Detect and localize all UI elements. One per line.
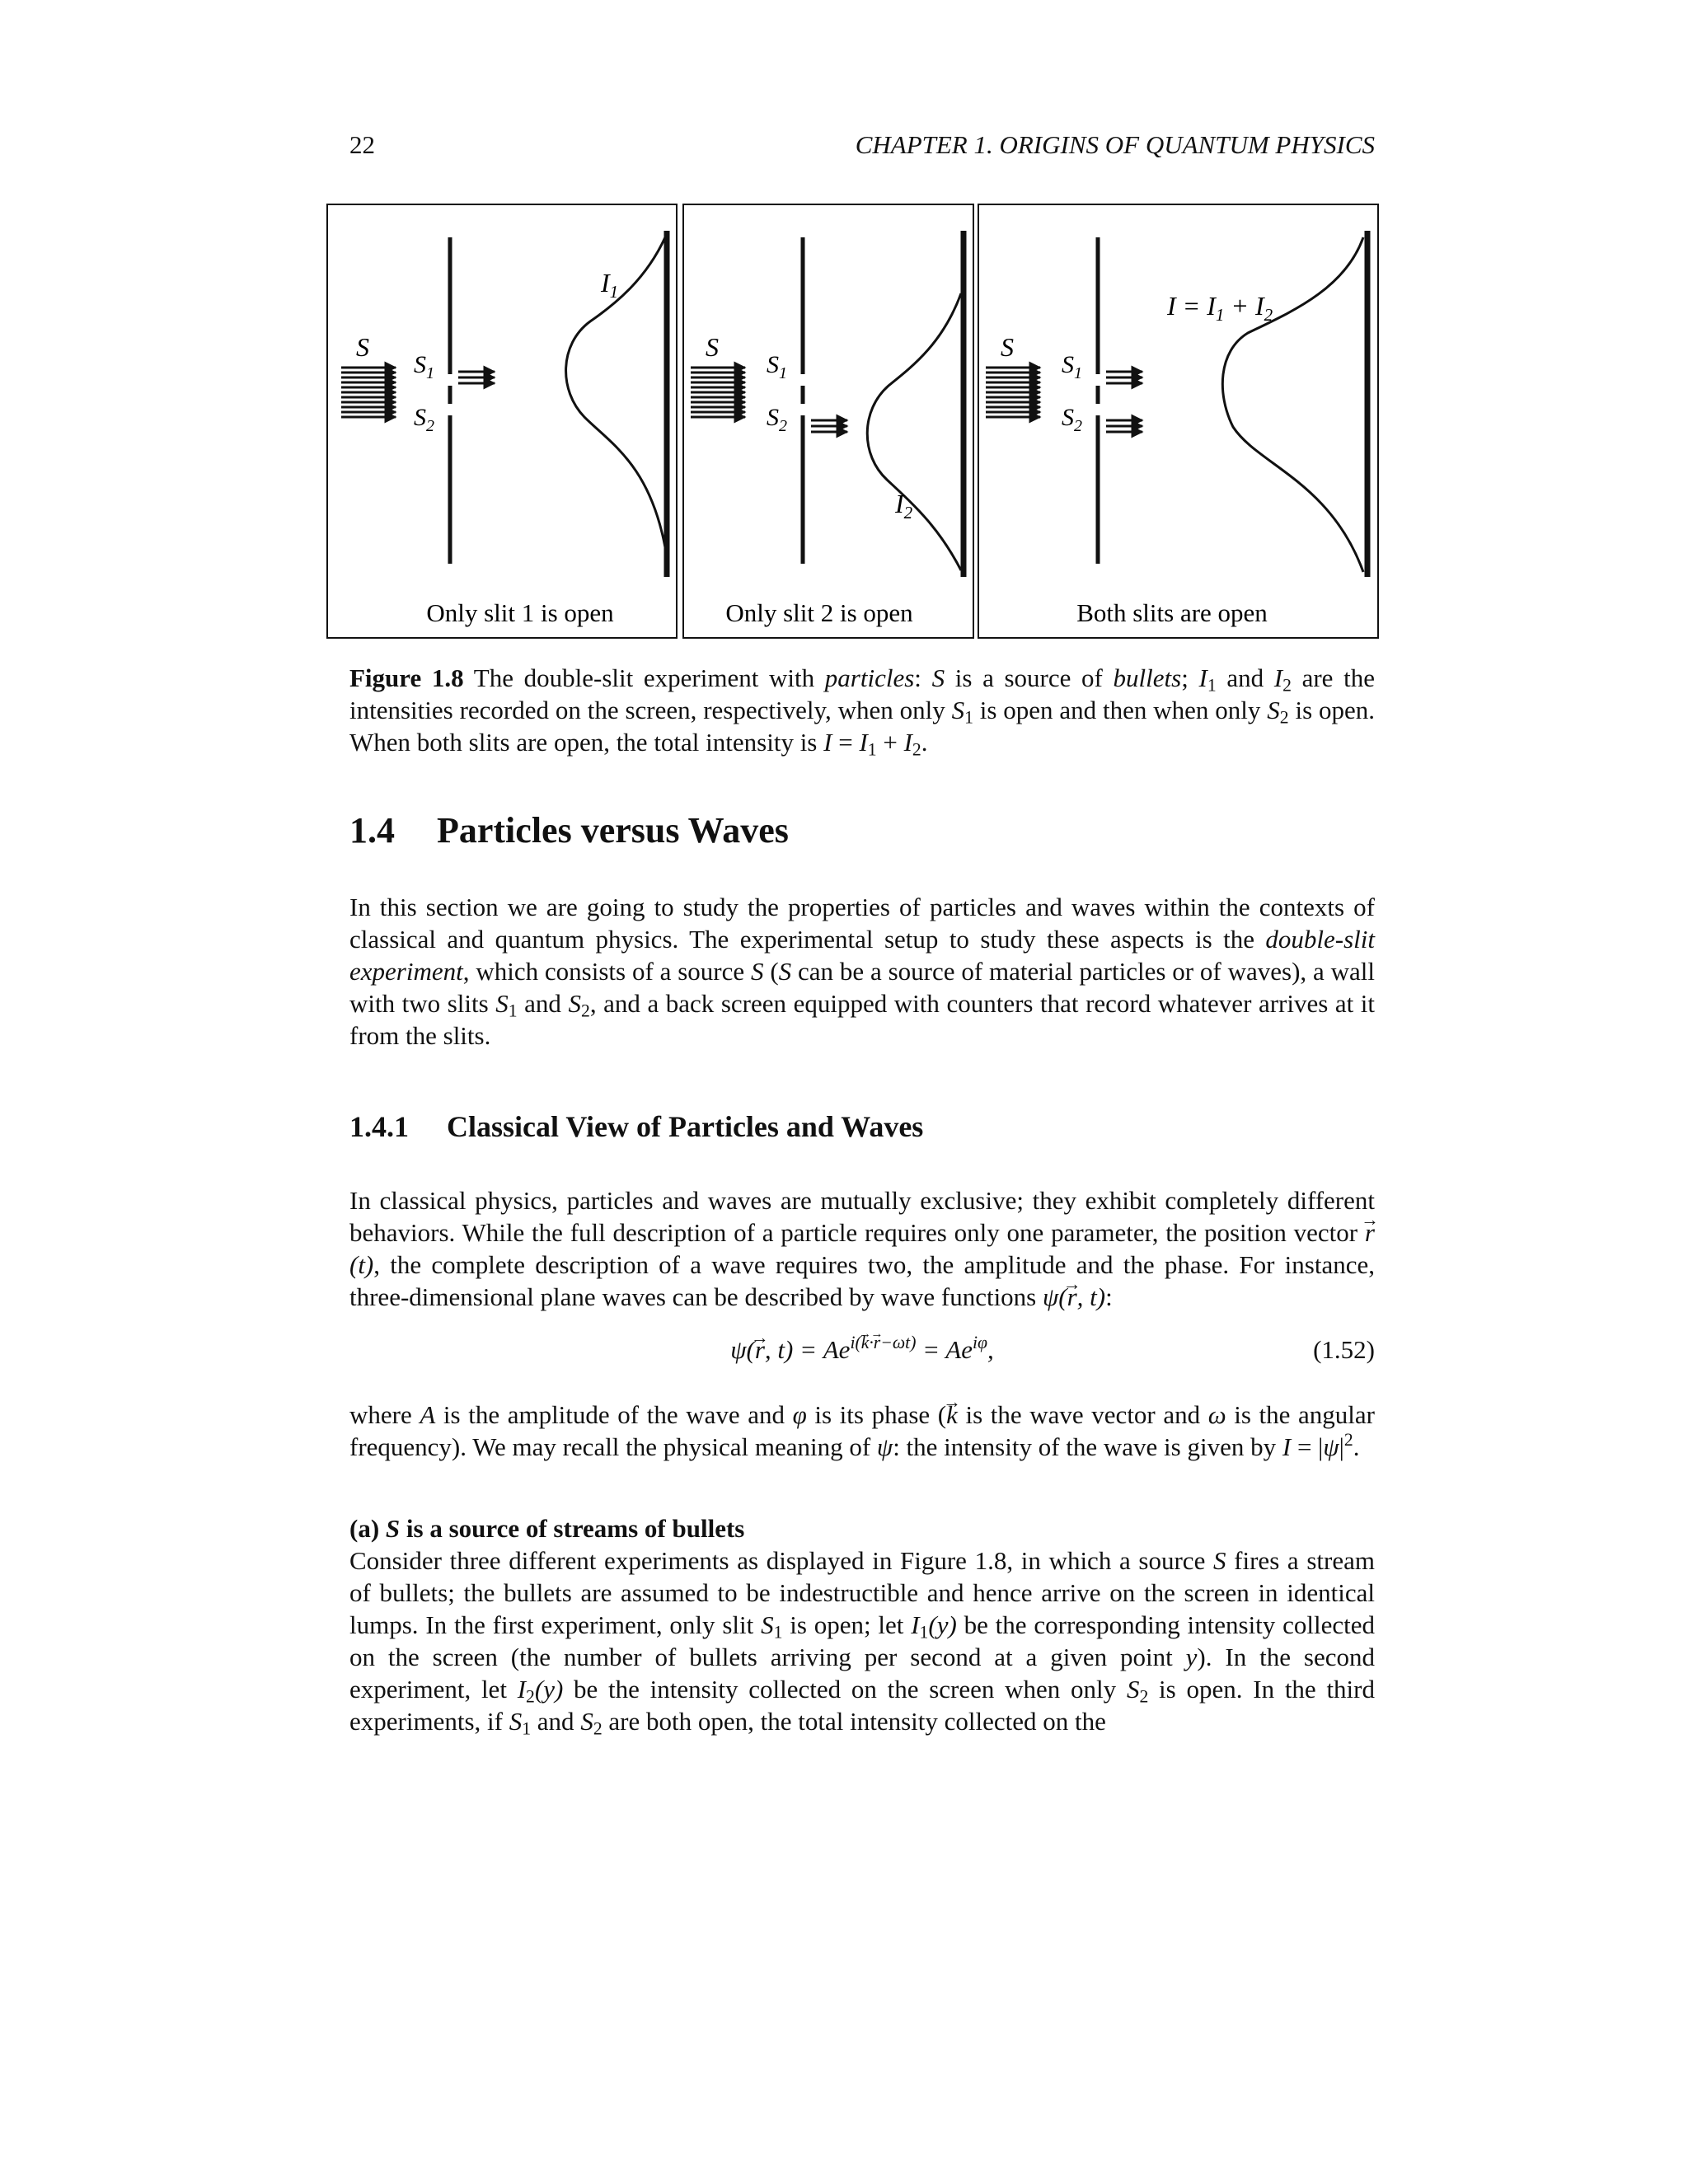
paragraph-text: 1 — [522, 1718, 532, 1739]
paragraph-text: 1 — [919, 1622, 929, 1643]
vector-symbol: → r — [755, 1329, 765, 1371]
equation-number: (1.52) — [1313, 1335, 1375, 1364]
bullets-exit-slit1 — [1106, 372, 1142, 383]
paragraph-text: 2 — [581, 1001, 590, 1021]
paragraph-text: 2 — [593, 1718, 603, 1739]
paragraph-text: 2 — [526, 1686, 535, 1707]
caption-text: The double-slit experiment with — [463, 663, 825, 692]
paragraph-text: y — [1185, 1643, 1198, 1671]
subsection-heading — [349, 1108, 1375, 1146]
paragraph-text: is open. In the third experiments, if — [349, 1675, 1375, 1736]
paragraph-text: , which consists of a source — [462, 957, 751, 986]
caption-text: 1 — [964, 707, 973, 728]
paragraph-text: 1 — [773, 1622, 783, 1643]
caption-text: . — [921, 728, 928, 757]
equation-part: −ωt) — [880, 1333, 917, 1353]
paragraph-text: ). In the second experiment, let — [349, 1643, 1375, 1704]
paragraph-text: S — [761, 1610, 774, 1639]
slit2-label: $S_2$ — [1062, 404, 1082, 435]
equation-exponent: iφ — [972, 1333, 988, 1353]
source-bullet-stream — [986, 368, 1040, 417]
caption-text: 1 — [1207, 675, 1217, 696]
equation-body — [349, 1329, 1375, 1371]
panel-slit2-open — [683, 204, 973, 638]
equation-part: i( — [850, 1333, 861, 1353]
paragraph-text: ( — [763, 957, 779, 986]
caption-text: I — [859, 728, 868, 757]
slit1-label: $S_1$ — [414, 351, 434, 382]
chapter-title: CHAPTER 1. ORIGINS OF QUANTUM PHYSICS — [855, 130, 1375, 159]
paragraph-text: 2 — [1139, 1686, 1149, 1707]
paragraph-text: 1 — [508, 1001, 518, 1021]
panel-caption: Only slit 2 is open — [725, 598, 913, 627]
caption-text: I — [823, 728, 832, 757]
paragraph-text: can be a source of material particles or of waves), a wall with two slits — [349, 957, 1375, 1018]
bullets-exit-slit1 — [458, 372, 495, 383]
paragraph-text: is open; let — [782, 1610, 912, 1639]
paragraph-text: 2 — [1343, 1430, 1353, 1451]
slit2-label: $S_2$ — [767, 404, 787, 435]
paragraph-text: I — [1282, 1432, 1292, 1461]
paragraph-text: S — [1213, 1546, 1226, 1575]
caption-text: are the intensities recorded on the screen, respectively, when only — [349, 663, 1375, 724]
paragraph-text: fires a stream of bullets; the bullets are assumed to be indestructible and hence arrive on the screen in identical lumps. In the first experiment, only slit — [349, 1546, 1375, 1639]
slit2-label: $S_2$ — [414, 404, 434, 435]
caption-text: and — [1216, 663, 1274, 692]
paragraph-text: where — [349, 1400, 420, 1429]
slit1-label: $S_1$ — [1062, 351, 1082, 382]
caption-text: I — [1198, 663, 1207, 692]
caption-text: S — [1267, 696, 1280, 724]
intensity-equation-label: $I = I_1 + I_2$ — [1167, 291, 1273, 325]
paragraph-text: S — [1126, 1675, 1140, 1704]
running-head — [349, 125, 1375, 165]
paragraph-text: are both open, the total intensity collected on the — [602, 1707, 1106, 1736]
paragraph-heading — [349, 1512, 1375, 1544]
paragraph-text: , and a back screen equipped with counters that record whatever arrives at it from the slits. — [349, 989, 1376, 1050]
vector-symbol: → k — [946, 1399, 958, 1431]
paragraph-text: S — [778, 957, 792, 986]
paragraph-text: ψ — [876, 1432, 893, 1461]
caption-text: 1 — [867, 739, 877, 760]
caption-text: + — [876, 728, 904, 757]
paragraph-text: In classical physics, particles and waves are mutually exclusive; they exhibit completely different behaviors. While the full description of a particle requires only one parameter, the position vector — [349, 1186, 1375, 1247]
caption-text: is open and then when only — [973, 696, 1268, 724]
paragraph-text: (t) — [349, 1250, 374, 1279]
paragraph-text: is the wave vector and — [957, 1400, 1208, 1429]
source-bullet-stream — [341, 368, 396, 417]
bullets-exit-slit2 — [1106, 420, 1142, 432]
paragraph — [349, 1544, 1375, 1737]
paragraph-heading-text: S — [385, 1514, 401, 1543]
paragraph-text: is the angular frequency). We may recall the physical meaning of — [349, 1400, 1375, 1461]
equation-part: , — [987, 1335, 994, 1364]
source-label: S — [706, 332, 719, 362]
paragraph-text: , the complete description of a wave requires two, the amplitude and the phase. For instance, three-dimensional plane waves can be described by wave functions — [349, 1250, 1375, 1311]
paragraph-text: S — [495, 989, 509, 1018]
caption-text: I — [903, 728, 912, 757]
equation-exponent: i(k·r−ωt) — [850, 1333, 917, 1353]
paragraph-text: ψ — [1323, 1432, 1339, 1461]
paragraph-text: is its phase ( — [806, 1400, 947, 1429]
caption-text: 2 — [1279, 707, 1289, 728]
paragraph-text: : the intensity of the wave is given by — [893, 1432, 1282, 1461]
caption-text: particles — [824, 663, 915, 692]
paragraph-text: ω — [1207, 1400, 1226, 1429]
intensity-curve-sum — [1222, 237, 1363, 572]
paragraph-heading-text: (a) — [349, 1514, 386, 1543]
intensity-curve-i2 — [867, 293, 961, 570]
vector-symbol: → r — [1067, 1281, 1077, 1313]
vector-symbol: → r — [1365, 1216, 1375, 1249]
caption-text: is open. When both slits are open, the total intensity is — [349, 696, 1375, 757]
panel-caption: Both slits are open — [1076, 598, 1268, 627]
equation-part: = Ae — [916, 1335, 973, 1364]
paragraph-text: φ — [792, 1400, 807, 1429]
paragraph-text: and — [517, 989, 569, 1018]
paragraph — [349, 891, 1375, 1052]
figure-svg — [326, 203, 1380, 640]
intensity-label-i1: $I_1$ — [601, 268, 619, 302]
caption-text: I — [1273, 663, 1283, 692]
paragraph-text: be the intensity collected on the screen when only — [563, 1675, 1127, 1704]
paragraph-text: S — [750, 957, 764, 986]
paragraph-text: I — [911, 1610, 920, 1639]
paragraph-text: S — [580, 1707, 593, 1736]
paragraph-text: ψ( — [1043, 1282, 1067, 1311]
caption-text: 2 — [912, 739, 921, 760]
paragraph-text: is the amplitude of the wave and — [435, 1400, 793, 1429]
equation-1-52 — [349, 1329, 1375, 1371]
paragraph-text: A — [420, 1400, 436, 1429]
caption-text: = — [832, 728, 860, 757]
source-bullet-stream — [691, 368, 745, 417]
panel-caption: Only slit 1 is open — [426, 598, 614, 627]
intensity-label-i2: $I_2$ — [895, 489, 913, 523]
caption-text: : — [914, 663, 932, 692]
paragraph-text: (y) — [534, 1675, 564, 1704]
paragraph-text: , t) — [1076, 1282, 1106, 1311]
section-title: Particles versus Waves — [437, 810, 789, 851]
paragraph-heading-text: is a source of streams of bullets — [400, 1514, 745, 1543]
panel-frame — [978, 204, 1378, 638]
paragraph-text: and — [531, 1707, 581, 1736]
paragraph-text: S — [568, 989, 581, 1018]
paragraph-text: : — [1105, 1282, 1113, 1311]
figure-double-slit-particles — [326, 203, 1380, 640]
panel-slit1-open — [327, 204, 677, 638]
equation-part: ψ( — [730, 1335, 755, 1364]
caption-text: bullets — [1113, 663, 1182, 692]
subsection-number: 1.4.1 — [349, 1110, 409, 1143]
paragraph — [349, 1184, 1375, 1313]
slit1-label: $S_1$ — [767, 351, 787, 382]
paragraph-text: double-slit experiment — [349, 925, 1375, 986]
section-heading — [349, 808, 1375, 854]
paragraph-text: . — [1353, 1432, 1360, 1461]
caption-text: ; — [1181, 663, 1199, 692]
source-label: S — [1001, 332, 1014, 362]
figure-caption — [349, 662, 1375, 758]
caption-text: S — [951, 696, 965, 724]
section-number: 1.4 — [349, 810, 395, 851]
paragraph-text: (y) — [928, 1610, 957, 1639]
subsection-title: Classical View of Particles and Waves — [447, 1110, 924, 1143]
paragraph-text: S — [509, 1707, 523, 1736]
paragraph-text: = | — [1291, 1432, 1324, 1461]
bullets-exit-slit2 — [811, 420, 847, 432]
paragraph-text: be the corresponding intensity collected on the screen (the number of bullets arriving per second at a given point — [349, 1610, 1375, 1671]
panel-both-slits-open — [978, 204, 1378, 638]
caption-text: is a source of — [945, 663, 1114, 692]
paragraph — [349, 1399, 1375, 1463]
figure-label: Figure 1.8 — [349, 663, 464, 692]
paragraph-text: Consider three different experiments as displayed in Figure 1.8, in which a source — [349, 1546, 1213, 1575]
panel-frame — [327, 204, 677, 638]
source-label: S — [356, 332, 369, 362]
equation-part: , t) = Ae — [764, 1335, 851, 1364]
page-number: 22 — [349, 130, 375, 159]
paragraph-text: I — [517, 1675, 527, 1704]
caption-text: 2 — [1282, 675, 1292, 696]
paragraph-text: | — [1339, 1432, 1344, 1461]
caption-text: S — [931, 663, 945, 692]
equation-part: · — [869, 1333, 874, 1353]
paragraph-text: In this section we are going to study the properties of particles and waves within the contexts of classical and quantum physics. The experimental setup to study these aspects is the — [349, 893, 1375, 954]
